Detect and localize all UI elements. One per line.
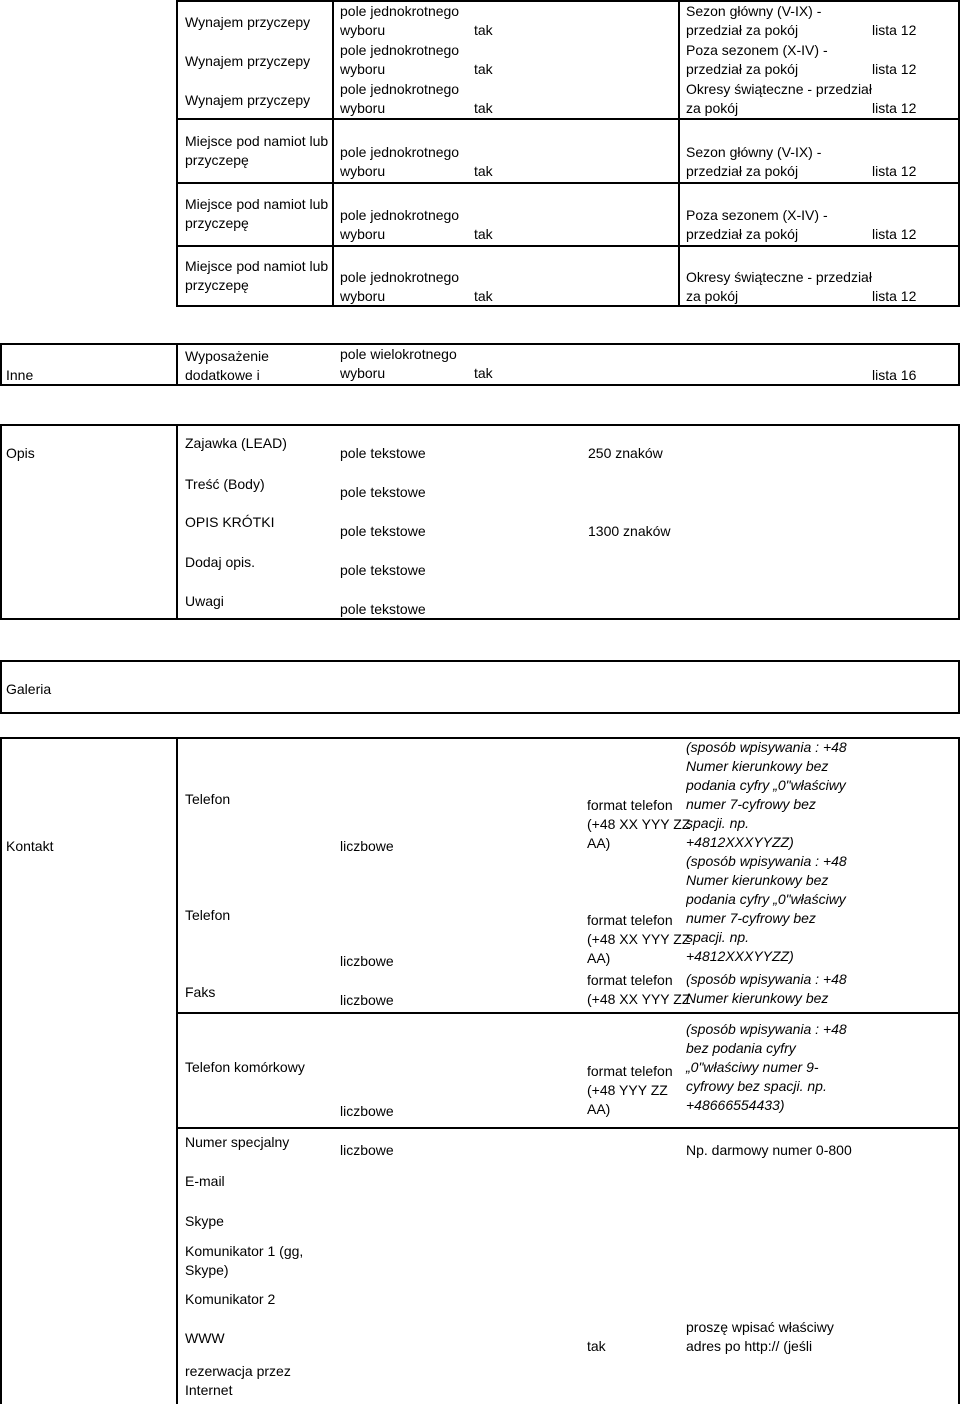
table-border: [0, 343, 960, 345]
char-limit: 250 znaków: [588, 445, 663, 461]
table-border: [176, 343, 178, 386]
row-name: Zajawka (LEAD): [185, 435, 287, 451]
section-label-kontakt: Kontakt: [6, 838, 54, 854]
table-border: [176, 424, 178, 620]
row-name: Miejsce pod namiot lub przyczepę: [185, 133, 329, 168]
row-name: Faks: [185, 984, 216, 1000]
table-border: [332, 0, 334, 307]
field-type: pole jednokrotnego wyboru: [340, 269, 460, 304]
row-name: Dodaj opis.: [185, 554, 256, 570]
table-border: [176, 245, 960, 247]
required-flag: tak: [474, 22, 493, 38]
table-border: [176, 182, 960, 184]
input-hint: proszę wpisać właściwy adres po http:// (jeśli: [686, 1319, 834, 1354]
row-name: Telefon: [185, 907, 231, 923]
description: Sezon główny (V-IX) - przedział za pokój: [686, 144, 822, 179]
description: Poza sezonem (X-IV) - przedział za pokój: [686, 207, 828, 242]
required-flag: tak: [474, 100, 493, 116]
row-name: Skype: [185, 1213, 224, 1229]
section-label-galeria: Galeria: [6, 681, 52, 697]
row-name: Miejsce pod namiot lub przyczepę: [185, 258, 329, 293]
row-name: Uwagi: [185, 593, 224, 609]
format: format telefon (+48 XX YYY ZZ AA): [587, 912, 691, 966]
field-type: pole jednokrotnego wyboru: [340, 207, 460, 242]
table-border: [0, 424, 960, 426]
row-name: Komunikator 2: [185, 1291, 276, 1307]
row-name: E-mail: [185, 1173, 225, 1189]
field-type: pole jednokrotnego wyboru: [340, 3, 460, 38]
row-name: Komunikator 1 (gg, Skype): [185, 1243, 304, 1278]
table-border: [176, 118, 960, 120]
required-flag: tak: [474, 163, 493, 179]
table-border: [176, 737, 178, 1404]
field-type: pole jednokrotnego wyboru: [340, 144, 460, 179]
description: Okresy świąteczne - przedział za pokój: [686, 269, 872, 304]
input-hint: (sposób wpisywania : +48 Numer kierunkowy bez: [686, 971, 847, 1006]
required-flag: tak: [474, 365, 493, 381]
char-limit: 1300 znaków: [588, 523, 671, 539]
field-type: pole tekstowe: [340, 601, 426, 617]
row-name: Telefon: [185, 791, 231, 807]
row-name: Wyposażenie dodatkowe i: [185, 348, 269, 383]
list-ref: lista 12: [872, 100, 917, 116]
list-ref: lista 16: [872, 367, 917, 383]
row-name: OPIS KRÓTKI: [185, 514, 275, 530]
table-border: [176, 1127, 960, 1129]
row-name: Wynajem przyczepy: [185, 14, 311, 30]
required-flag: tak: [474, 226, 493, 242]
table-border: [0, 618, 960, 620]
description: Okresy świąteczne - przedział za pokój: [686, 81, 872, 116]
table-border: [0, 343, 2, 386]
field-type: liczbowe: [340, 1103, 394, 1119]
field-type: liczbowe: [340, 953, 394, 969]
field-type: pole jednokrotnego wyboru: [340, 42, 460, 77]
input-hint: (sposób wpisywania : +48 Numer kierunkowy bez podania cyfry „0"właściwy numer 7-cyfrowy bez spacji. np. +4812XXXYYZZ): [686, 853, 847, 964]
field-type: pole tekstowe: [340, 445, 426, 461]
table-border: [0, 660, 2, 714]
list-ref: lista 12: [872, 22, 917, 38]
section-label-inne: Inne: [6, 367, 34, 383]
format: format telefon (+48 XX YYY ZZ AA): [587, 797, 691, 851]
section-label-opis: Opis: [6, 445, 35, 461]
list-ref: lista 12: [872, 61, 917, 77]
field-type: liczbowe: [340, 992, 394, 1008]
field-type: pole tekstowe: [340, 523, 426, 539]
table-border: [678, 0, 680, 307]
table-border: [176, 1012, 960, 1014]
field-type: pole tekstowe: [340, 484, 426, 500]
row-name: Telefon komórkowy: [185, 1059, 305, 1075]
table-border: [0, 737, 2, 1404]
format: format telefon (+48 YYY ZZ AA): [587, 1063, 673, 1117]
row-name: Miejsce pod namiot lub przyczepę: [185, 196, 329, 231]
field-type: pole tekstowe: [340, 562, 426, 578]
row-name: Wynajem przyczepy: [185, 53, 311, 69]
input-hint: Np. darmowy numer 0-800: [686, 1142, 852, 1158]
table-border: [176, 0, 960, 2]
field-type: pole jednokrotnego wyboru: [340, 81, 460, 116]
format: format telefon (+48 XX YYY ZZ: [587, 972, 691, 1007]
row-name: WWW: [185, 1330, 225, 1346]
table-border: [0, 384, 960, 386]
input-hint: (sposób wpisywania : +48 Numer kierunkowy bez podania cyfry „0"właściwy numer 7-cyfrowy bez spacji. np. +4812XXXYYZZ): [686, 739, 847, 850]
field-type: liczbowe: [340, 1142, 394, 1158]
required-flag: tak: [474, 288, 493, 304]
row-name: Numer specjalny: [185, 1134, 290, 1150]
list-ref: lista 12: [872, 288, 917, 304]
row-name: rezerwacja przez Internet: [185, 1363, 291, 1398]
row-name: Wynajem przyczepy: [185, 92, 311, 108]
field-type: liczbowe: [340, 838, 394, 854]
row-name: Treść (Body): [185, 476, 265, 492]
description: Sezon główny (V-IX) - przedział za pokój: [686, 3, 822, 38]
table-border: [176, 0, 178, 307]
description: Poza sezonem (X-IV) - przedział za pokój: [686, 42, 828, 77]
table-border: [0, 424, 2, 620]
table-border: [0, 712, 960, 714]
input-hint: (sposób wpisywania : +48 bez podania cyfry „0"właściwy numer 9- cyfrowy bez spacji. np. +48666554433): [686, 1021, 847, 1113]
list-ref: lista 12: [872, 226, 917, 242]
table-border: [0, 660, 960, 662]
list-ref: lista 12: [872, 163, 917, 179]
required-flag: tak: [587, 1338, 606, 1354]
field-type: pole wielokrotnego wyboru: [340, 346, 457, 381]
required-flag: tak: [474, 61, 493, 77]
